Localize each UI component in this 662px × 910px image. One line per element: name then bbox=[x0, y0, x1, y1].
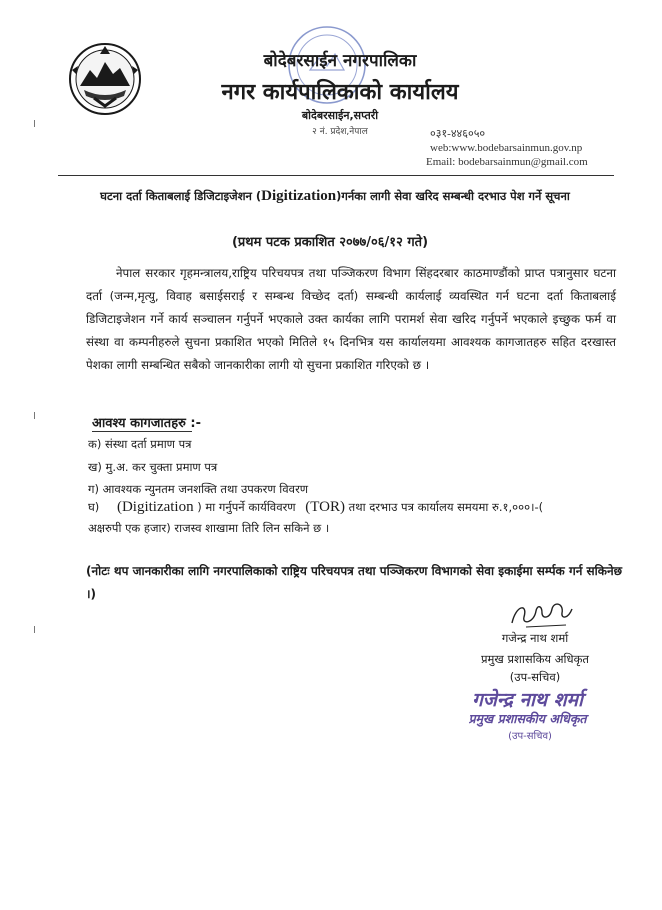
requirement-item: ग) आवश्यक न्युनतम जनशक्ति तथा उपकरण विवरण bbox=[88, 482, 309, 496]
scan-mark bbox=[34, 120, 35, 127]
subject-digitization: Digitization bbox=[261, 188, 337, 204]
signatory-designation: प्रमुख प्रशासकिय अधिकृत bbox=[481, 652, 589, 666]
office-title: नगर कार्यपालिकाको कार्यालय bbox=[221, 80, 459, 105]
municipality-name: बोदेबरसाईन नगरपालिका bbox=[263, 51, 417, 71]
signatory-name: गजेन्द्र नाथ शर्मा bbox=[501, 631, 569, 645]
notice-subject bbox=[40, 188, 630, 205]
publication-date: (प्रथम पटक प्रकाशित २०७७/०६/१२ गते) bbox=[231, 235, 429, 250]
website-address: web:www.bodebarsainmun.gov.np bbox=[430, 142, 583, 154]
office-location: बोदेबरसाईन,सप्तरी bbox=[301, 109, 379, 122]
phone-number: ०३१-४४६०५० bbox=[430, 128, 486, 140]
nepal-emblem-icon bbox=[66, 40, 144, 118]
header-divider bbox=[58, 175, 614, 176]
requirement-d-mid: ) मा गर्नुपर्ने कार्यविवरण bbox=[197, 500, 296, 514]
requirement-d-continuation: अक्षरुपी एक हजार) राजस्व शाखामा तिरि लिन सकिने छ । bbox=[88, 521, 330, 535]
subject-text-end: )गर्नका लागी सेवा खरिद सम्बन्धी दरभाउ पेश गर्ने सूचना bbox=[336, 189, 570, 203]
handwritten-signature-icon bbox=[506, 597, 576, 631]
requirement-item-d bbox=[88, 499, 543, 516]
requirement-d-label: घ) bbox=[88, 500, 100, 514]
contact-note: (नोटः थप जानकारीका लागि नगरपालिकाको राष्ट्रिय परिचयपत्र तथा पञ्जिकरण विभागको सेवा इकाईमा सर्म्पक गर्न सकिनेछ ।) bbox=[86, 564, 623, 601]
email-address: Email: bodebarsainmun@gmail.com bbox=[426, 156, 588, 168]
stamp-rank: (उप-सचिव) bbox=[508, 731, 552, 742]
scan-mark bbox=[34, 626, 35, 633]
requirement-item: ख) मु.अ. कर चुक्ता प्रमाण पत्र bbox=[88, 460, 218, 474]
subject-text-start: घटना दर्ता किताबलाई डिजिटाइजेशन ( bbox=[100, 189, 262, 203]
stamp-designation: प्रमुख प्रशासकीय अधिकृत bbox=[468, 711, 587, 726]
requirements-underline bbox=[92, 431, 192, 432]
scan-mark bbox=[34, 412, 35, 419]
requirements-heading: आवश्य कागजातहरु :- bbox=[92, 416, 201, 431]
requirement-item: क) संस्था दर्ता प्रमाण पत्र bbox=[88, 437, 192, 451]
requirement-d-digitization: (Digitization bbox=[116, 499, 194, 515]
requirement-d-tor: (TOR) bbox=[305, 499, 346, 515]
notice-body bbox=[86, 262, 616, 377]
stamp-name: गजेन्द्र नाथ शर्मा bbox=[472, 689, 583, 711]
signatory-rank: (उप-सचिव) bbox=[509, 670, 561, 684]
requirement-d-fee: तथा दरभाउ पत्र कार्यालय समयमा रु.१,०००।-( bbox=[348, 500, 544, 514]
notice-body-text: नेपाल सरकार गृहमन्त्रालय,राष्ट्रिय परिचयपत्र तथा पञ्जिकरण विभाग सिंहदरबार काठमाण्डौंको प्राप्त पत्रानुसार घटना दर्ता (जन्म,मृत्यु, विवाह बसाईसराई र सम्बन्ध विच्छेद दर्ता) सम्बन्धी कार्यलाई व्यवस्थित गर्न घटना दर्ता किताबलाई डिजिटाइजेशन गर्ने कार्य सञ्चालन गर्नुपर्ने भएकाले उक्त कार्यका लागि परामर्श सेवा खरिद गर्नुपर्ने भएकाले इच्छुक फर्म वा संस्था वा कम्पनीहरुले सुचना प्रकाशित भएको मितिले १५ दिनभित्र यस कार्यालयमा आवश्यक कागजातहरु सहित दरखास्त पेशका लागी सम्बन्धित सबैको जानकारीका लागी यो सुचना प्रकाशित गरिएको छ । bbox=[86, 266, 616, 372]
office-province: २ नं. प्रदेश,नेपाल bbox=[312, 127, 368, 137]
